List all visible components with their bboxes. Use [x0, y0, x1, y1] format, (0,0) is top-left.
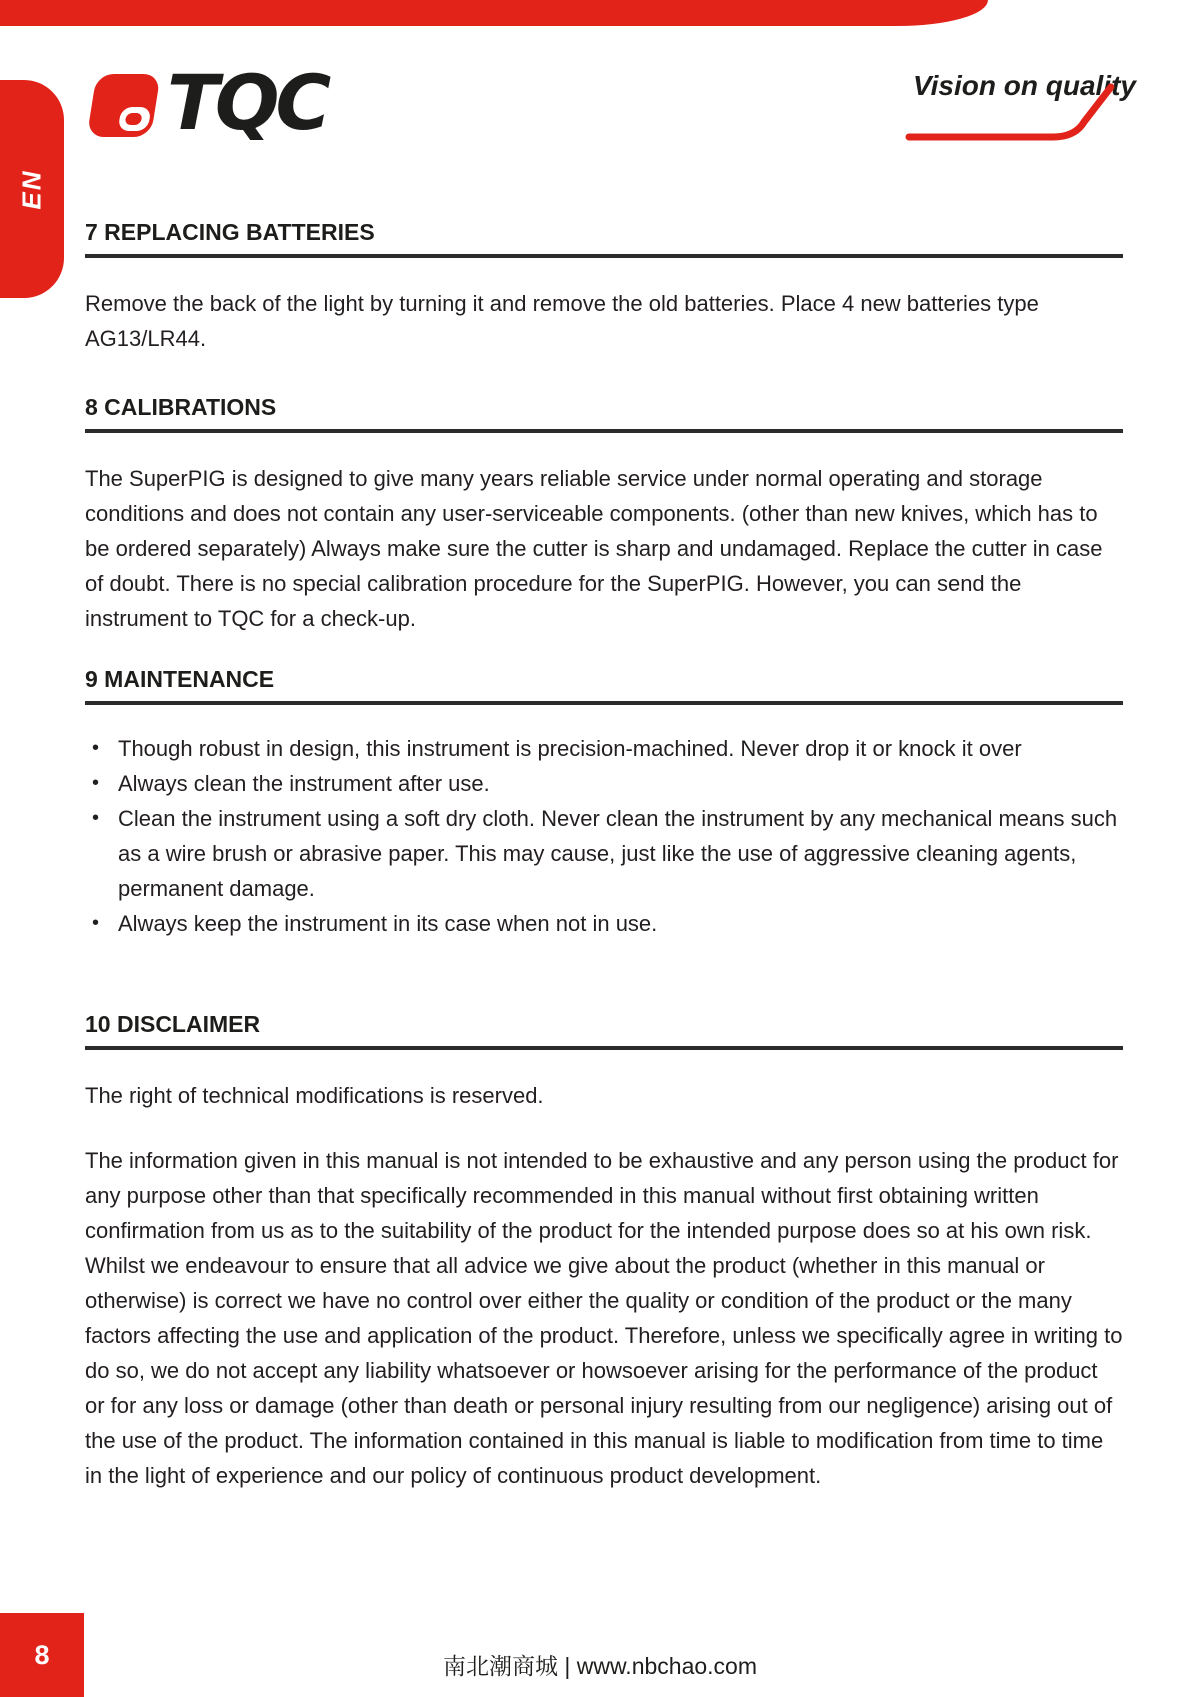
- section-heading: 10 DISCLAIMER: [85, 1010, 1123, 1050]
- section-maintenance: [85, 665, 1123, 941]
- section-paragraph: The right of technical modifications is reserved.: [85, 1083, 544, 1108]
- bullet-item: • Always keep the instrument in its case when not in use.: [85, 906, 1123, 941]
- section-calibrations: [85, 393, 1123, 636]
- section-paragraph: Remove the back of the light by turning it and remove the old batteries. Place 4 new batteries type AG13/LR44.: [85, 291, 1044, 351]
- maintenance-bullet-list: [85, 731, 1123, 941]
- bullet-item: • Always clean the instrument after use.: [85, 766, 1123, 801]
- language-tab-label: EN: [16, 168, 47, 210]
- tagline-text: Vision on quality: [913, 70, 1136, 101]
- section-replacing-batteries: [85, 218, 1123, 356]
- language-tab-en: [0, 80, 64, 298]
- tagline: [903, 70, 1136, 144]
- page-number: 8: [34, 1639, 50, 1670]
- section-paragraph: The SuperPIG is designed to give many years reliable service under normal operating and storage conditions and does not contain any user-serviceable components. (other than new knives, which has to be ordered separately) Always make sure the cutter is sharp and undamaged. Replace the cutter in case of doubt. There is no special calibration procedure for the SuperPIG. However, you can send the instrument to TQC for a check-up.: [85, 466, 1109, 631]
- tqc-logo: [85, 58, 328, 147]
- logo-text: TQC: [167, 58, 328, 147]
- section-heading: 8 CALIBRATIONS: [85, 393, 1123, 433]
- bullet-item: • Though robust in design, this instrument is precision-machined. Never drop it or knock it over: [85, 731, 1123, 766]
- tqc-logo-mark-icon: [85, 72, 165, 142]
- top-red-band: [0, 0, 988, 26]
- section-disclaimer: [85, 1010, 1129, 1493]
- footer-site-text: 南北潮商城 | www.nbchao.com: [442, 1653, 757, 1679]
- section-heading: 9 MAINTENANCE: [85, 665, 1123, 705]
- section-heading: 7 REPLACING BATTERIES: [85, 218, 1123, 258]
- bullet-item: • Clean the instrument using a soft dry cloth. Never clean the instrument by any mechanical means such as a wire brush or abrasive paper. This may cause, just like the use of aggressive cleaning agents, permanent damage.: [85, 801, 1123, 906]
- section-paragraph: The information given in this manual is not intended to be exhaustive and any person using the product for any purpose other than that specifically recommended in this manual without first obtaining written confirmation from us as to the suitability of the product for the intended purpose does so at his own risk. Whilst we endeavour to ensure that all advice we give about the product (whether in this manual or otherwise) is correct we have no control over either the quality or condition of the product or the many factors affecting the use and application of the product. Therefore, unless we specifically agree in writing to do so, we do not accept any liability whatsoever or howsoever arising for the performance of the product or for any loss or damage (other than death or personal injury resulting from our negligence) arising out of the use of the product. The information contained in this manual is liable to modification from time to time in the light of experience and our policy of continuous product development.: [85, 1148, 1129, 1488]
